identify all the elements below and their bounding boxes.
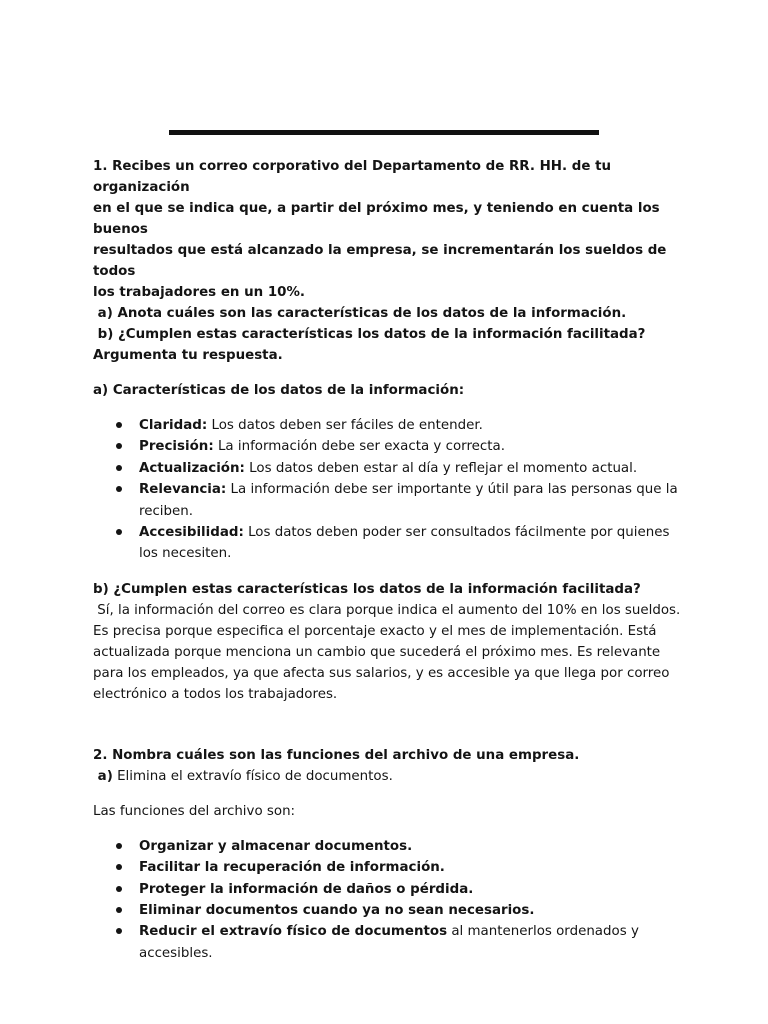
question-1-line: b) ¿Cumplen estas características los datos de la información facilitada? [93,327,646,342]
characteristics-list [93,415,693,565]
function-extra-cont: accesibles. [139,945,213,961]
answer-b-line: Sí, la información del correo es clara porque indica el aumento del 10% en los sueldos. [93,602,681,618]
answer-a-heading: a) Características de los datos de la información: [93,383,465,398]
question-1-line: 1. Recibes un correo corporativo del Departamento de RR. HH. de tu organización [93,159,612,195]
question-1 [93,156,693,366]
header-rule [169,130,599,135]
answer-b-line: actualizada porque menciona un cambio que sucederá el próximo mes. Es relevante [93,644,661,660]
functions-intro: Las funciones del archivo son: [93,803,296,819]
term-description-cont: los necesiten. [139,546,232,562]
answer-b-paragraph [93,600,693,705]
functions-list [93,836,693,964]
list-item [93,900,693,921]
document-body [93,156,693,964]
term-claridad: Claridad: [139,418,208,433]
question-1-line: a) Anota cuáles son las características de los datos de la información. [93,306,627,321]
term-relevancia: Relevancia: [139,482,227,498]
list-item [93,415,693,436]
term-accesibilidad: Accesibilidad: [139,525,244,541]
term-description-cont: reciben. [139,503,194,519]
function-text: Proteger la información de daños o pérdida. [139,881,474,897]
list-item [93,857,693,878]
list-item [93,436,693,457]
list-item [93,921,693,964]
question-1-line: los trabajadores en un 10%. [93,285,305,300]
question-2-sub-label: a) [93,768,113,784]
term-description: Los datos deben estar al día y reflejar el momento actual. [244,460,638,476]
term-description: Los datos deben ser fáciles de entender. [207,418,483,433]
answer-b-line: electrónico a todos los trabajadores. [93,686,338,702]
term-description: Los datos deben poder ser consultados fácilmente por quienes [243,525,670,541]
list-item [93,879,693,900]
question-2-sub-text: Elimina el extravío físico de documentos. [112,768,393,784]
question-1-line: en el que se indica que, a partir del próximo mes, y teniendo en cuenta los buenos [93,201,660,237]
function-extra: al mantenerlos ordenados y [447,924,639,940]
question-2-sub [93,766,693,787]
list-item [93,458,693,479]
answer-b-heading: b) ¿Cumplen estas características los datos de la información facilitada? [93,581,641,597]
question-1-line: Argumenta tu respuesta. [93,348,283,363]
term-description: La información debe ser importante y útil para las personas que la [226,482,678,498]
function-text: Facilitar la recuperación de información. [139,860,445,876]
term-description: La información debe ser exacta y correcta. [213,439,505,455]
answer-b-line: Es precisa porque especifica el porcentaje exacto y el mes de implementación. Está [93,623,657,639]
list-item [93,479,693,522]
answer-b-line: para los empleados, ya que afecta sus salarios, y es accesible ya que llega por correo [93,665,670,681]
list-item [93,522,693,565]
question-2-title: 2. Nombra cuáles son las funciones del archivo de una empresa. [93,747,580,763]
function-text: Organizar y almacenar documentos. [139,838,413,854]
function-text: Reducir el extravío físico de documentos [139,924,448,940]
function-text: Eliminar documentos cuando ya no sean necesarios. [139,903,535,919]
term-actualizacion: Actualización: [139,460,245,476]
question-1-line: resultados que está alcanzado la empresa, se incrementarán los sueldos de todos [93,243,667,279]
term-precision: Precisión: [139,439,214,455]
list-item [93,836,693,857]
